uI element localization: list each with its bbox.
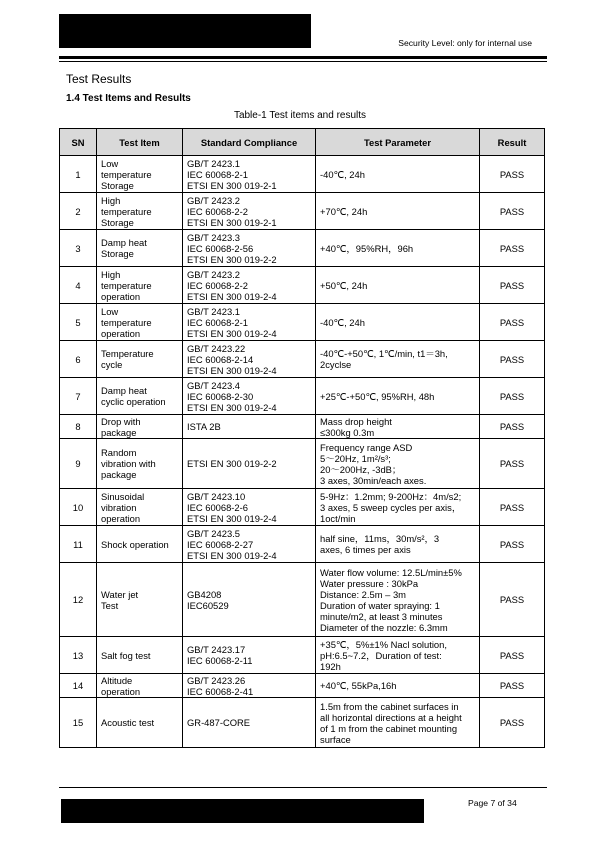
test-item-line: High bbox=[101, 268, 121, 280]
table-row bbox=[60, 526, 545, 563]
table-row bbox=[60, 563, 545, 637]
parameter-cell bbox=[316, 563, 480, 637]
standard-cell bbox=[183, 526, 316, 563]
test-item-line: operation bbox=[101, 685, 141, 697]
parameter-line: Water pressure : 30kPa bbox=[320, 577, 419, 589]
footer-rule bbox=[59, 787, 547, 788]
sn-cell: 7 bbox=[60, 378, 97, 415]
parameter-line: 1oct/min bbox=[320, 512, 356, 524]
sn-cell: 14 bbox=[60, 674, 97, 698]
table-row bbox=[60, 698, 545, 748]
standard-cell bbox=[183, 378, 316, 415]
parameter-line: 5-9Hz：1.2mm; 9-200Hz：4m/s2; bbox=[320, 490, 462, 502]
column-header: Test Item bbox=[97, 129, 183, 156]
test-item-line: temperature bbox=[101, 168, 152, 180]
result-cell: PASS bbox=[480, 415, 545, 439]
column-header: SN bbox=[60, 129, 97, 156]
sn-cell: 5 bbox=[60, 304, 97, 341]
sn-cell: 2 bbox=[60, 193, 97, 230]
test-item-line: Damp heat bbox=[101, 237, 147, 248]
test-item-cell bbox=[97, 156, 183, 193]
parameter-line: all horizontal directions at a height bbox=[320, 711, 462, 723]
standard-line: ETSI EN 300 019-2-4 bbox=[187, 290, 277, 302]
table-row bbox=[60, 230, 545, 267]
result-cell: PASS bbox=[480, 698, 545, 748]
standard-line: IEC 60068-2-41 bbox=[187, 685, 254, 697]
standard-line: ETSI EN 300 019-2-4 bbox=[187, 401, 277, 413]
parameter-line: 3 axes, 30min/each axes. bbox=[320, 474, 427, 486]
standard-line: IEC 60068-2-14 bbox=[187, 353, 254, 365]
standard-cell bbox=[183, 439, 316, 489]
test-item-line: operation bbox=[101, 290, 141, 302]
standard-line: IEC 60068-2-11 bbox=[187, 655, 253, 666]
standard-line: IEC 60068-2-56 bbox=[187, 242, 254, 254]
test-item-cell bbox=[97, 341, 183, 378]
parameter-cell bbox=[316, 193, 480, 230]
standard-line: IEC 60068-2-27 bbox=[187, 538, 254, 550]
standard-line: ETSI EN 300 019-2-1 bbox=[187, 179, 277, 191]
test-item-line: Damp heat bbox=[101, 385, 147, 396]
sn-cell: 4 bbox=[60, 267, 97, 304]
table-row bbox=[60, 415, 545, 439]
table-row bbox=[60, 378, 545, 415]
sn-cell: 3 bbox=[60, 230, 97, 267]
standard-line: GB/T 2423.17 bbox=[187, 644, 246, 655]
test-item-cell bbox=[97, 439, 183, 489]
sn-cell: 1 bbox=[60, 156, 97, 193]
table-row bbox=[60, 341, 545, 378]
parameter-line: -40℃-+50℃, 1℃/min, t1＝3h, bbox=[320, 348, 448, 359]
test-item-cell bbox=[97, 526, 183, 563]
parameter-line: 3 axes, 5 sweep cycles per axis， bbox=[320, 501, 462, 513]
column-header: Standard Compliance bbox=[183, 129, 316, 156]
parameter-line: -40℃, 24h bbox=[320, 168, 365, 180]
standard-line: IEC 60068-2-2 bbox=[187, 279, 248, 291]
test-item-line: Acoustic test bbox=[101, 717, 155, 728]
standard-line: IEC 60068-2-2 bbox=[187, 205, 248, 217]
table-row bbox=[60, 267, 545, 304]
parameter-line: surface bbox=[320, 733, 351, 745]
test-item-cell bbox=[97, 230, 183, 267]
test-item-cell bbox=[97, 415, 183, 439]
standard-line: GB/T 2423.26 bbox=[187, 674, 246, 686]
parameter-cell bbox=[316, 267, 480, 304]
standard-cell bbox=[183, 637, 316, 674]
parameter-line: Frequency range ASD bbox=[320, 441, 413, 453]
result-cell: PASS bbox=[480, 304, 545, 341]
parameter-line: ≤300kg 0.3m bbox=[320, 426, 375, 438]
test-item-line: package bbox=[101, 426, 137, 438]
parameter-line: axes, 6 times per axis bbox=[320, 544, 411, 555]
test-item-line: Storage bbox=[101, 216, 134, 228]
test-item-line: Low bbox=[101, 305, 119, 317]
test-item-line: temperature bbox=[101, 279, 152, 291]
test-item-line: High bbox=[101, 194, 121, 206]
result-cell: PASS bbox=[480, 489, 545, 526]
standard-line: GR-487-CORE bbox=[187, 717, 251, 728]
parameter-line: minute/m2, at least 3 minutes bbox=[320, 610, 443, 622]
sn-cell: 15 bbox=[60, 698, 97, 748]
result-cell: PASS bbox=[480, 563, 545, 637]
redacted-footer-block bbox=[61, 799, 424, 823]
test-item-line: Test bbox=[101, 599, 119, 611]
result-cell: PASS bbox=[480, 156, 545, 193]
parameter-cell bbox=[316, 526, 480, 563]
test-item-line: Random bbox=[101, 447, 137, 458]
parameter-cell bbox=[316, 378, 480, 415]
result-cell: PASS bbox=[480, 193, 545, 230]
parameter-line: pH:6.5~7.2，Duration of test: bbox=[320, 649, 442, 661]
table-row bbox=[60, 304, 545, 341]
standard-line: GB4208 bbox=[187, 588, 222, 600]
standard-line: ISTA 2B bbox=[187, 421, 221, 432]
test-item-line: temperature bbox=[101, 205, 152, 217]
standard-cell bbox=[183, 267, 316, 304]
page-number: Page 7 of 34 bbox=[468, 798, 517, 808]
parameter-line: Mass drop height bbox=[320, 415, 392, 427]
standard-line: ETSI EN 300 019-2-4 bbox=[187, 512, 277, 524]
table-row bbox=[60, 674, 545, 698]
test-item-line: operation bbox=[101, 512, 141, 524]
parameter-line: 1.5m from the cabinet surfaces in bbox=[320, 700, 459, 712]
result-cell: PASS bbox=[480, 637, 545, 674]
result-cell: PASS bbox=[480, 674, 545, 698]
parameter-cell bbox=[316, 415, 480, 439]
test-item-cell bbox=[97, 378, 183, 415]
parameter-cell bbox=[316, 698, 480, 748]
parameter-cell bbox=[316, 304, 480, 341]
standard-line: IEC 60068-2-30 bbox=[187, 390, 254, 402]
section-title: Test Results bbox=[66, 72, 132, 86]
test-item-line: operation bbox=[101, 327, 141, 339]
test-item-cell bbox=[97, 304, 183, 341]
parameter-cell bbox=[316, 489, 480, 526]
test-item-line: temperature bbox=[101, 316, 152, 328]
standard-line: ETSI EN 300 019-2-1 bbox=[187, 216, 277, 228]
test-item-line: Storage bbox=[101, 179, 134, 191]
standard-line: IEC 60068-2-6 bbox=[187, 501, 248, 513]
standard-line: ETSI EN 300 019-2-4 bbox=[187, 327, 277, 339]
parameter-line: of 1 m from the cabinet mounting bbox=[320, 722, 458, 734]
standard-line: IEC 60068-2-1 bbox=[187, 168, 248, 180]
parameter-cell bbox=[316, 230, 480, 267]
test-item-cell bbox=[97, 698, 183, 748]
test-item-cell bbox=[97, 193, 183, 230]
result-cell: PASS bbox=[480, 439, 545, 489]
test-item-cell bbox=[97, 563, 183, 637]
standard-line: ETSI EN 300 019-2-4 bbox=[187, 364, 277, 376]
sn-cell: 9 bbox=[60, 439, 97, 489]
standard-line: GB/T 2423.1 bbox=[187, 157, 240, 169]
parameter-line: +35℃，5%±1% Nacl solution, bbox=[320, 638, 447, 650]
parameter-cell bbox=[316, 439, 480, 489]
parameter-line: Duration of water spraying: 1 bbox=[320, 599, 440, 611]
parameter-line: +25℃-+50℃, 95%RH, 48h bbox=[320, 390, 435, 402]
security-level: Security Level: only for internal use bbox=[398, 38, 532, 48]
table-row bbox=[60, 193, 545, 230]
standard-cell bbox=[183, 230, 316, 267]
standard-line: GB/T 2423.2 bbox=[187, 268, 240, 280]
standard-line: ETSI EN 300 019-2-2 bbox=[187, 253, 277, 265]
standard-line: GB/T 2423.1 bbox=[187, 305, 240, 317]
standard-line: GB/T 2423.22 bbox=[187, 342, 246, 354]
test-item-line: cyclic operation bbox=[101, 396, 166, 407]
standard-cell bbox=[183, 341, 316, 378]
sn-cell: 13 bbox=[60, 637, 97, 674]
standard-cell bbox=[183, 489, 316, 526]
result-cell: PASS bbox=[480, 378, 545, 415]
standard-line: ETSI EN 300 019-2-4 bbox=[187, 549, 277, 561]
standard-cell bbox=[183, 674, 316, 698]
standard-cell bbox=[183, 415, 316, 439]
parameter-line: 192h bbox=[320, 660, 341, 672]
table-row bbox=[60, 637, 545, 674]
standard-line: IEC 60068-2-1 bbox=[187, 316, 248, 328]
parameter-line: Diameter of the nozzle: 6.3mm bbox=[320, 621, 448, 633]
sn-cell: 8 bbox=[60, 415, 97, 439]
standard-line: GB/T 2423.4 bbox=[187, 379, 240, 391]
test-item-cell bbox=[97, 637, 183, 674]
test-item-line: cycle bbox=[101, 359, 123, 370]
parameter-cell bbox=[316, 637, 480, 674]
table-row bbox=[60, 439, 545, 489]
test-item-line: Low bbox=[101, 157, 119, 169]
test-item-line: package bbox=[101, 469, 137, 480]
parameter-line: +40℃，95%RH，96h bbox=[320, 242, 414, 254]
sn-cell: 12 bbox=[60, 563, 97, 637]
standard-line: GB/T 2423.10 bbox=[187, 490, 246, 502]
parameter-line: +40℃, 55kPa,16h bbox=[320, 680, 397, 691]
standard-line: GB/T 2423.2 bbox=[187, 194, 240, 206]
test-item-line: Shock operation bbox=[101, 538, 169, 550]
parameter-line: +50℃, 24h bbox=[320, 279, 368, 291]
test-item-line: Sinusoidal bbox=[101, 490, 145, 502]
parameter-cell bbox=[316, 674, 480, 698]
test-item-cell bbox=[97, 674, 183, 698]
test-item-line: vibration bbox=[101, 501, 137, 513]
test-item-line: Altitude bbox=[101, 674, 133, 686]
test-item-cell bbox=[97, 489, 183, 526]
column-header: Result bbox=[480, 129, 545, 156]
test-item-cell bbox=[97, 267, 183, 304]
standard-cell bbox=[183, 156, 316, 193]
sn-cell: 11 bbox=[60, 526, 97, 563]
standard-cell bbox=[183, 304, 316, 341]
result-cell: PASS bbox=[480, 267, 545, 304]
sn-cell: 6 bbox=[60, 341, 97, 378]
parameter-line: half sine，11ms，30m/s²，3 bbox=[320, 533, 440, 544]
subsection-title: 1.4 Test Items and Results bbox=[66, 93, 191, 104]
standard-cell bbox=[183, 193, 316, 230]
result-cell: PASS bbox=[480, 526, 545, 563]
test-item-line: vibration with bbox=[101, 458, 156, 469]
parameter-line: Water flow volume: 12.5L/min±5% bbox=[320, 566, 462, 578]
parameter-line: +70℃, 24h bbox=[320, 205, 368, 217]
test-item-line: Storage bbox=[101, 248, 134, 259]
standard-line: ETSI EN 300 019-2-2 bbox=[187, 458, 277, 469]
standard-cell bbox=[183, 563, 316, 637]
parameter-cell bbox=[316, 156, 480, 193]
standard-line: GB/T 2423.5 bbox=[187, 527, 240, 539]
column-header: Test Parameter bbox=[316, 129, 480, 156]
header-rule-thick bbox=[59, 56, 547, 59]
parameter-line: 2cyclse bbox=[320, 359, 352, 370]
parameter-line: 20～200Hz, -3dB； bbox=[320, 463, 402, 475]
parameter-line: 5～20Hz, 1m²/s³; bbox=[320, 452, 391, 464]
table-row bbox=[60, 156, 545, 193]
test-item-line: Temperature bbox=[101, 348, 154, 359]
test-item-line: Salt fog test bbox=[101, 649, 151, 661]
parameter-line: Distance: 2.5m – 3m bbox=[320, 588, 406, 600]
table-caption: Table-1 Test items and results bbox=[233, 110, 367, 121]
standard-line: GB/T 2423.3 bbox=[187, 231, 240, 243]
test-results-table bbox=[59, 128, 545, 748]
redacted-header-block bbox=[59, 14, 311, 48]
standard-line: IEC60529 bbox=[187, 599, 229, 611]
table-row bbox=[60, 489, 545, 526]
test-item-line: Water jet bbox=[101, 588, 139, 600]
parameter-cell bbox=[316, 341, 480, 378]
result-cell: PASS bbox=[480, 230, 545, 267]
header-rule-thin bbox=[59, 61, 547, 62]
standard-cell bbox=[183, 698, 316, 748]
sn-cell: 10 bbox=[60, 489, 97, 526]
parameter-line: -40℃, 24h bbox=[320, 316, 365, 328]
table-header-row bbox=[60, 129, 545, 156]
test-item-line: Drop with bbox=[101, 415, 141, 427]
result-cell: PASS bbox=[480, 341, 545, 378]
